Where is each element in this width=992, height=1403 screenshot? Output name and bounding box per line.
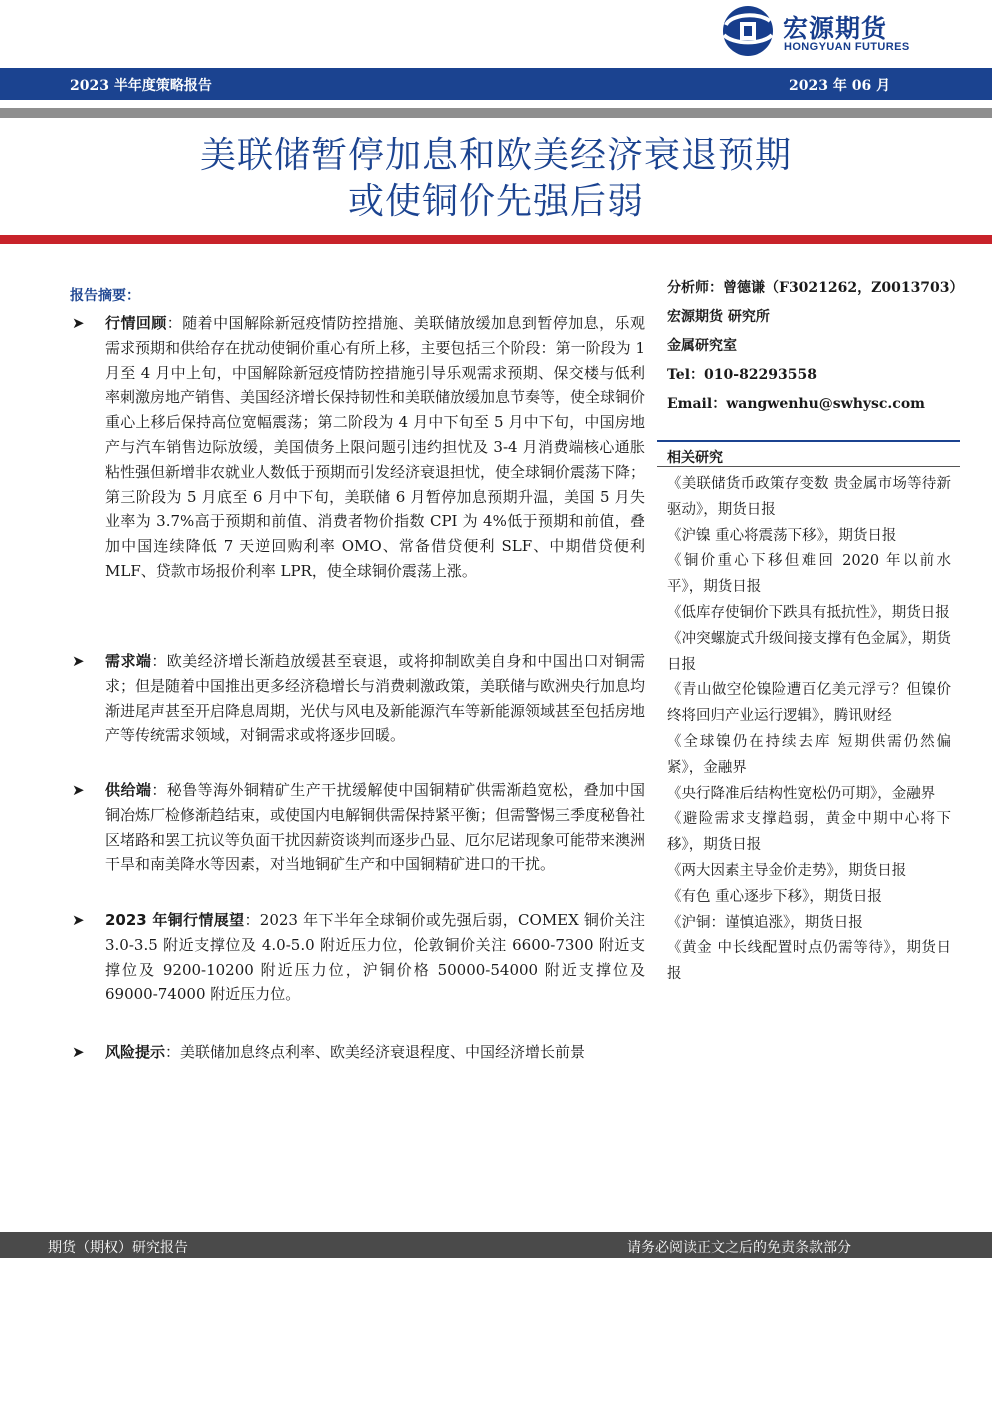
bullet-head: 2023 年铜行情展望	[105, 911, 245, 929]
brand-logo	[718, 5, 933, 57]
bullet-text: ：随着中国解除新冠疫情防控措施、美联储放缓加息到暂停加息，乐观需求预期和供给存在扰动使铜价重心有所上移，主要包括三个阶段：第一阶段为 1 月至 4 月中上旬，中国解除新冠疫情防控措施引导乐观需求预期、保交楼与低利率刺激房地产销售、美国经济增长保持韧性和美联储放缓加息节奏等，使全球铜价重心上移后保持高位宽幅震荡；第二阶段为 4 月中下旬至 5 月中下旬，中国房地产与汽车销售边际放缓，美国债务上限问题引违约担忧及 3-4 月消费端核心通胀粘性强但新增非农就业人数低于预期而引发经济衰退担忧，使全球铜价震荡下降；第三阶段为 5 月底至 6 月中下旬，美联储 6 月暂停加息预期升温，美国 5 月失业率为 3.7%高于预期和前值、消费者物价指数 CPI 为 4%低于预期和前值，叠加中国连续降低 7 天逆回购利率 OMO、常备借贷便利 SLF、中期借贷便利 MLF、贷款市场报价利率 LPR，使全球铜价震荡上涨。	[105, 314, 646, 580]
related-item[interactable]: 《避险需求支撑趋弱，黄金中期中心将下移》，期货日报	[667, 811, 951, 854]
title-divider	[0, 235, 992, 244]
related-item[interactable]: 《低库存使铜价下跌具有抵抗性》，期货日报	[667, 604, 950, 621]
related-item[interactable]: 《美联储货币政策存变数 贵金属市场等待新驱动》，期货日报	[667, 476, 951, 518]
arrow-bullet-icon: ➤	[72, 652, 85, 670]
related-item[interactable]: 《全球镍仍在持续去库 短期供需仍然偏紧》，金融界	[667, 733, 951, 776]
report-title-line1: 美联储暂停加息和欧美经济衰退预期	[199, 135, 792, 176]
related-heading: 相关研究	[667, 450, 723, 466]
related-item[interactable]: 《铜价重心下移但难回 2020 年以前水平》，期货日报	[667, 553, 951, 596]
summary-bullet-supply	[72, 778, 646, 877]
brand-name-en: HONGYUAN FUTURES	[784, 41, 910, 53]
report-date: 2023 年 06 月	[789, 78, 891, 94]
arrow-bullet-icon: ➤	[72, 314, 85, 332]
bullet-text: ：美联储加息终点利率、欧美经济衰退程度、中国经济增长前景	[165, 1043, 586, 1061]
analyst-tel: Tel：010-82293558	[667, 367, 818, 383]
related-item[interactable]: 《有色 重心逐步下移》，期货日报	[667, 888, 882, 905]
related-research-list	[667, 472, 951, 988]
summary-bullet-demand	[72, 649, 646, 748]
related-item[interactable]: 《沪铜：谨慎追涨》，期货日报	[667, 914, 863, 931]
analyst-institute: 宏源期货 研究所	[667, 309, 770, 325]
summary-bullet-outlook	[72, 908, 645, 1007]
bullet-head: 需求端	[105, 652, 152, 670]
related-bottom-rule	[657, 466, 960, 467]
bullet-head: 供给端	[105, 781, 152, 799]
report-title-line2: 或使铜价先强后弱	[347, 181, 644, 222]
analyst-email: Email：wangwenhu@swhysc.com	[667, 396, 925, 412]
summary-bullet-risk	[72, 1040, 645, 1065]
bullet-text: ：欧美经济增长渐趋放缓甚至衰退，或将抑制欧美自身和中国出口对铜需求；但是随着中国推出更多经济稳增长与消费刺激政策，美联储与欧洲央行加息均渐进尾声甚至开启降息周期，光伏与风电及新能源汽车等新能源领域甚至包括房地产等传统需求领域，对铜需求或将逐步回暖。	[105, 652, 646, 745]
report-type: 2023 半年度策略报告	[70, 78, 212, 94]
hongyuan-logo-icon	[718, 5, 778, 57]
related-item[interactable]: 《两大因素主导金价走势》，期货日报	[667, 862, 907, 879]
header-divider	[0, 108, 992, 118]
arrow-bullet-icon: ➤	[72, 1043, 85, 1061]
related-item[interactable]: 《冲突螺旋式升级间接支撑有色金属》，期货日报	[667, 630, 951, 673]
related-top-rule	[657, 440, 960, 442]
summary-heading: 报告摘要：	[70, 288, 140, 304]
related-item[interactable]: 《央行降准后结构性宽松仍可期》，金融界	[667, 785, 936, 802]
bullet-text: ：秘鲁等海外铜精矿生产干扰缓解使中国铜精矿供需渐趋宽松，叠加中国铜冶炼厂检修渐趋结束，或使国内电解铜供需保持紧平衡；但需警惕三季度秘鲁社区堵路和罢工抗议等负面干扰因薪资谈判而逐步凸显、厄尔尼诺现象可能带来澳洲干旱和南美降水等因素，对当地铜矿生产和中国铜精矿进口的干扰。	[105, 781, 646, 874]
bullet-head: 行情回顾	[105, 314, 167, 332]
arrow-bullet-icon: ➤	[72, 781, 85, 799]
bullet-head: 风险提示	[105, 1043, 166, 1061]
arrow-bullet-icon: ➤	[72, 911, 85, 929]
analyst-name: 分析师：曾德谦（F3021262，Z0013703）	[667, 280, 964, 296]
summary-bullet-market-review	[72, 311, 646, 584]
footer-disclaimer: 请务必阅读正文之后的免责条款部分	[627, 1240, 851, 1256]
related-item[interactable]: 《青山做空伦镍险遭百亿美元浮亏？但镍价终将回归产业运行逻辑》，腾讯财经	[667, 682, 951, 725]
footer-report-type: 期货（期权）研究报告	[48, 1240, 188, 1256]
brand-name-cn: 宏源期货	[783, 14, 888, 43]
related-item[interactable]: 《黄金 中长线配置时点仍需等待》，期货日报	[667, 940, 951, 983]
analyst-dept: 金属研究室	[667, 338, 737, 354]
bullet-text: ：2023 年下半年全球铜价或先强后弱，COMEX 铜价关注 3.0-3.5 附近支撑位及 4.0-5.0 附近压力位，伦敦铜价关注 6600-7300 附近支撑位及 9200-10200 附近压力位，沪铜价格 50000-54000 附近支撑位及 69000-74000 附近压力位。	[105, 911, 645, 1004]
related-item[interactable]: 《沪镍 重心将震荡下移》，期货日报	[667, 527, 897, 544]
